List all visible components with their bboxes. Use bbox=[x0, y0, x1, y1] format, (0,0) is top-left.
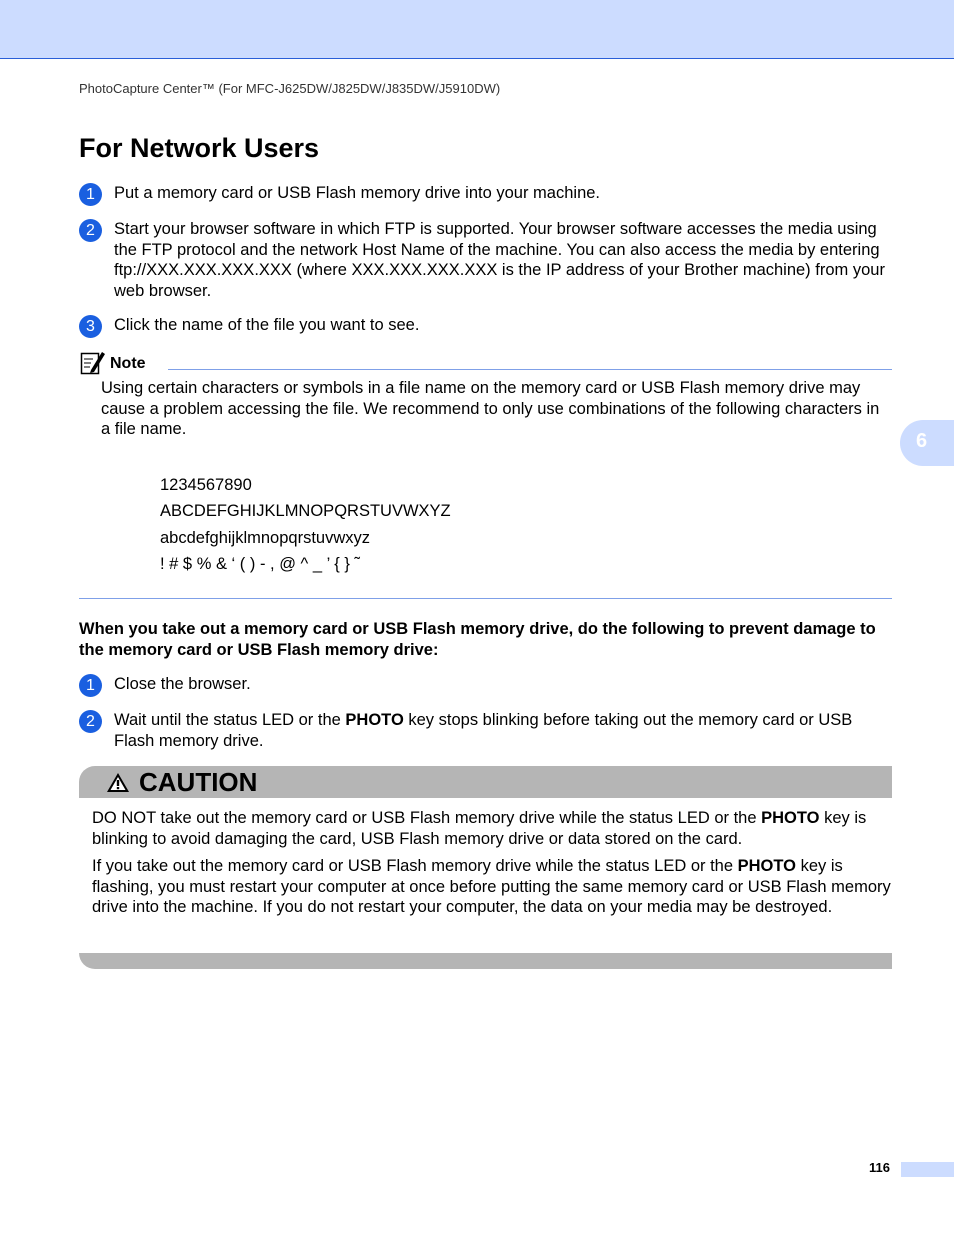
charset-lowercase: abcdefghijklmnopqrstuvwxyz bbox=[160, 529, 371, 547]
caution-text: If you take out the memory card or USB Flash memory drive while the status LED or the bbox=[92, 857, 738, 875]
removal-step-1 bbox=[79, 674, 892, 695]
caution-text: key is flashing, you must restart your computer at once before putting the same memory card or USB Flash memory drive into the machine. If you do not restart your computer, the data on your media may be destroyed. bbox=[92, 857, 891, 916]
caution-text: key is blinking to avoid damaging the card, USB Flash memory drive or data stored on the card. bbox=[92, 809, 867, 848]
top-header-band bbox=[0, 0, 954, 59]
note-text: Using certain characters or symbols in a file name on the memory card or USB Flash memory drive may cause a problem accessing the file. We recommend to only use combinations of the following characters in a file name. bbox=[101, 379, 880, 438]
removal-step-2 bbox=[79, 710, 892, 751]
charset-digits: 1234567890 bbox=[160, 476, 252, 494]
charset-uppercase: ABCDEFGHIJKLMNOPQRSTUVWXYZ bbox=[160, 502, 451, 520]
page-number-bar bbox=[901, 1162, 954, 1177]
chapter-number: 6 bbox=[916, 430, 928, 452]
charset-symbols: ! # $ % & ‘ ( ) - , @ ^ _ ’ { } ˜ bbox=[160, 555, 360, 573]
photo-key-label: PHOTO bbox=[761, 809, 820, 827]
warning-triangle-icon bbox=[106, 772, 130, 798]
step-number-icon: 2 bbox=[79, 710, 102, 733]
note-label: Note bbox=[110, 355, 146, 372]
step-text-after: key stops blinking before taking out the memory card or USB Flash memory drive. bbox=[114, 711, 853, 750]
page-number: 116 bbox=[869, 1160, 890, 1175]
step-number-icon: 2 bbox=[79, 219, 102, 242]
caution-text: DO NOT take out the memory card or USB Flash memory drive while the status LED or the bbox=[92, 809, 762, 827]
caution-header bbox=[79, 766, 892, 798]
step-text-before: Wait until the status LED or the bbox=[114, 711, 346, 729]
step-number-icon: 1 bbox=[79, 674, 102, 697]
caution-label: CAUTION bbox=[139, 767, 258, 797]
step-text: Click the name of the file you want to see. bbox=[114, 316, 420, 334]
step-text: Put a memory card or USB Flash memory drive into your machine. bbox=[114, 184, 601, 202]
note-divider bbox=[168, 369, 892, 370]
page-title: For Network Users bbox=[79, 133, 320, 163]
step-text bbox=[114, 710, 892, 751]
caution-footer-bar bbox=[79, 953, 892, 969]
step-3 bbox=[79, 315, 892, 336]
photo-key-label: PHOTO bbox=[345, 711, 404, 729]
note-header bbox=[80, 349, 892, 375]
step-number-icon: 3 bbox=[79, 315, 102, 338]
caution-paragraph-1 bbox=[92, 808, 892, 849]
step-text: Close the browser. bbox=[114, 675, 251, 693]
step-text: Start your browser software in which FTP is supported. Your browser software accesses the media using the FTP protocol and the network Host Name of the machine. You can also access the media by entering ftp://XXX.XXX.XXX.XXX (where XXX.XXX.XXX.XXX is the IP address of your Brother machine) from your web browser. bbox=[114, 220, 885, 300]
step-1 bbox=[79, 183, 892, 204]
running-head: PhotoCapture Center™ (For MFC-J625DW/J825DW/J835DW/J5910DW) bbox=[79, 81, 501, 96]
photo-key-label: PHOTO bbox=[737, 857, 796, 875]
chapter-tab bbox=[900, 420, 954, 466]
note-end-divider bbox=[79, 598, 892, 599]
step-number-icon: 1 bbox=[79, 183, 102, 206]
caution-paragraph-2 bbox=[92, 856, 892, 918]
removal-heading: When you take out a memory card or USB Flash memory drive, do the following to prevent damage to the memory card or USB Flash memory drive: bbox=[79, 620, 876, 659]
step-2 bbox=[79, 219, 892, 301]
note-pencil-icon bbox=[80, 349, 106, 380]
